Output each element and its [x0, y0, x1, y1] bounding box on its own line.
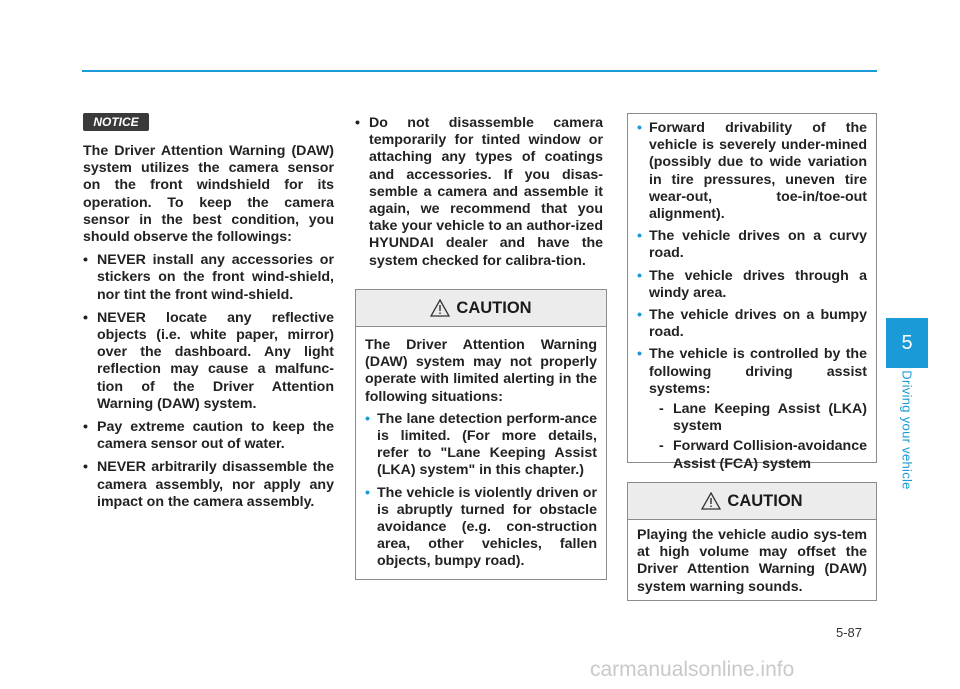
caution-item: • The vehicle is violently driven or is abruptly turned for obstacle avoidance (e.g. con-struction area, other vehicles, fallen objects, bumpy road).: [365, 484, 597, 570]
bullet-icon: •: [637, 346, 642, 363]
warning-triangle-icon: [430, 299, 450, 317]
notice-item: • Pay extreme caution to keep the camera sensor out of water.: [83, 419, 334, 453]
caution-subitem: - Forward Collision-avoidance Assist (FCA) system: [659, 438, 867, 472]
caution-body: [356, 327, 606, 579]
warning-triangle-icon: [701, 492, 721, 510]
caution-list-cont: [637, 120, 867, 473]
caution-list: [365, 411, 597, 571]
caution-box-1-continued: [627, 113, 877, 472]
caution-item: • The vehicle drives through a windy area.: [637, 267, 867, 301]
bullet-icon: •: [83, 252, 88, 269]
caution-sublist: [649, 401, 867, 473]
header-rule: [82, 70, 877, 72]
caution-body: [628, 520, 876, 604]
caution-item: • The vehicle is controlled by the following driving assist systems: - Lane Keeping Assist (LKA) system - Forward Collision-avoidance Assist (FCA) system: [637, 346, 867, 472]
notice-column-2: [355, 115, 603, 270]
caution-header: [356, 290, 606, 327]
caution-intro: The Driver Attention Warning (DAW) system may not properly operate with limited alerting in the following situations:: [365, 337, 597, 405]
caution-title: CAUTION: [727, 491, 803, 510]
caution-item: • The lane detection perform-ance is limited. (For more details, refer to "Lane Keeping Assist (LKA) system" in this chapter.): [365, 410, 597, 479]
caution-box-2: [627, 482, 877, 601]
notice-list-cont: [355, 115, 603, 270]
bullet-icon: •: [83, 459, 88, 476]
caution-item: • Forward drivability of the vehicle is severely under-mined (possibly due to wide variation in tire pressures, uneven tire wear-out, toe-in/toe-out alignment).: [637, 120, 867, 223]
notice-intro: The Driver Attention Warning (DAW) system utilizes the camera sensor on the front windshield for its operation. To keep the camera sensor in the best condition, you should observe the followings:: [83, 143, 334, 246]
chapter-title: Driving your vehicle: [899, 370, 915, 490]
bullet-icon: •: [637, 120, 642, 136]
caution-item: • The vehicle drives on a curvy road.: [637, 228, 867, 262]
bullet-icon: •: [365, 484, 370, 501]
caution-header: [628, 483, 876, 520]
notice-badge: NOTICE: [83, 113, 149, 131]
bullet-icon: •: [83, 309, 88, 326]
caution-text: Playing the vehicle audio sys-tem at high volume may offset the Driver Attention Warning (DAW) system warning sounds.: [637, 527, 867, 595]
bullet-icon: •: [365, 410, 370, 427]
bullet-icon: •: [637, 267, 642, 284]
caution-body-cont: [628, 114, 876, 481]
bullet-icon: •: [355, 115, 360, 131]
bullet-icon: •: [83, 419, 88, 436]
notice-item: • NEVER arbitrarily disassemble the camera assembly, nor apply any impact on the camera assembly.: [83, 459, 334, 510]
notice-item: • NEVER install any accessories or stickers on the front wind-shield, nor tint the front wind-shield.: [83, 252, 334, 303]
chapter-tab: 5: [886, 318, 928, 368]
caution-item: • The vehicle drives on a bumpy road.: [637, 307, 867, 341]
bullet-icon: •: [637, 307, 642, 324]
caution-subitem: - Lane Keeping Assist (LKA) system: [659, 401, 867, 435]
notice-column-1: [83, 143, 334, 511]
notice-item: • Do not disassemble camera temporarily for tinted window or attaching any types of coatings and accessories. If you disas-semble a camera and assemble it again, we recommend that you take your vehicle to an author-ized HYUNDAI dealer and have the system checked for calibra-tion.: [355, 115, 603, 269]
watermark: carmanualsonline.info: [590, 658, 795, 681]
notice-list: [83, 252, 334, 511]
caution-title: CAUTION: [456, 298, 532, 317]
page-number: 5-87: [836, 625, 863, 640]
notice-item: • NEVER locate any reflective objects (i.e. white paper, mirror) over the dashboard. Any light reflection may cause a malfunc-tion of the Driver Attention Warning (DAW) system.: [83, 309, 334, 412]
bullet-icon: •: [637, 228, 642, 245]
caution-box-1: [355, 289, 607, 580]
